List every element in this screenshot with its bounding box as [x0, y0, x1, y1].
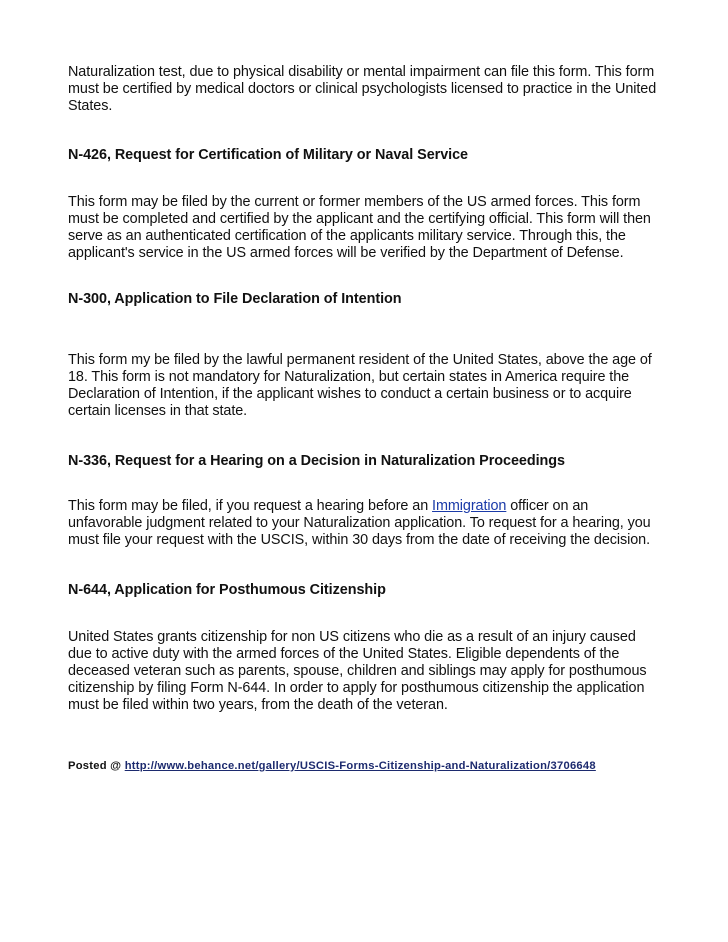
section-heading-n644: N-644, Application for Posthumous Citizenship	[68, 582, 386, 598]
section-heading-n336: N-336, Request for a Hearing on a Decision in Naturalization Proceedings	[68, 453, 565, 469]
section-heading-n426: N-426, Request for Certification of Military or Naval Service	[68, 147, 469, 163]
posted-prefix: Posted @	[68, 760, 125, 772]
section-paragraph-n644: United States grants citizenship for non US citizens who die as a result of an injury caused due to active duty with the armed forces of the United States. Eligible dependents of the deceased veteran such as parents, spouse, children and siblings may apply for posthumous citizenship by filing Form N-644. In order to apply for posthumous citizenship the application must be filed within two years, from the death of the veteran.	[68, 629, 647, 713]
paragraph-text-after-link: officer on an unfavorable judgment related to your Naturalization application. To request for a hearing, you must file your request with the USCIS, within 30 days from the date of receiving the decision.	[68, 498, 651, 548]
section-heading-n300: N-300, Application to File Declaration of Intention	[68, 291, 402, 307]
section-paragraph-n300: This form my be filed by the lawful permanent resident of the United States, above the age of 18. This form is not mandatory for Naturalization, but certain states in America require the Declaration of Intention, if the applicant wishes to conduct a certain business or to acquire certain licenses in that state.	[68, 352, 652, 419]
section-paragraph-n426: This form may be filed by the current or former members of the US armed forces. This form must be completed and certified by the applicant and the certifying official. This form will then serve as an authenticated certification of the applicants military service. Through this, the applicant's service in the US armed forces will be verified by the Department of Defense.	[68, 194, 651, 261]
immigration-link[interactable]: Immigration	[432, 498, 507, 514]
section-paragraph-n336	[68, 498, 651, 549]
paragraph-text-before-link: This form may be filed, if you request a hearing before an	[68, 498, 433, 514]
behance-link[interactable]: http://www.behance.net/gallery/USCIS-Forms-Citizenship-and-Naturalization/3706648	[124, 760, 596, 772]
intro-paragraph: Naturalization test, due to physical disability or mental impairment can file this form. This form must be certified by medical doctors or clinical psychologists licensed to practice in the United States.	[68, 64, 657, 114]
posted-footer	[68, 759, 596, 773]
